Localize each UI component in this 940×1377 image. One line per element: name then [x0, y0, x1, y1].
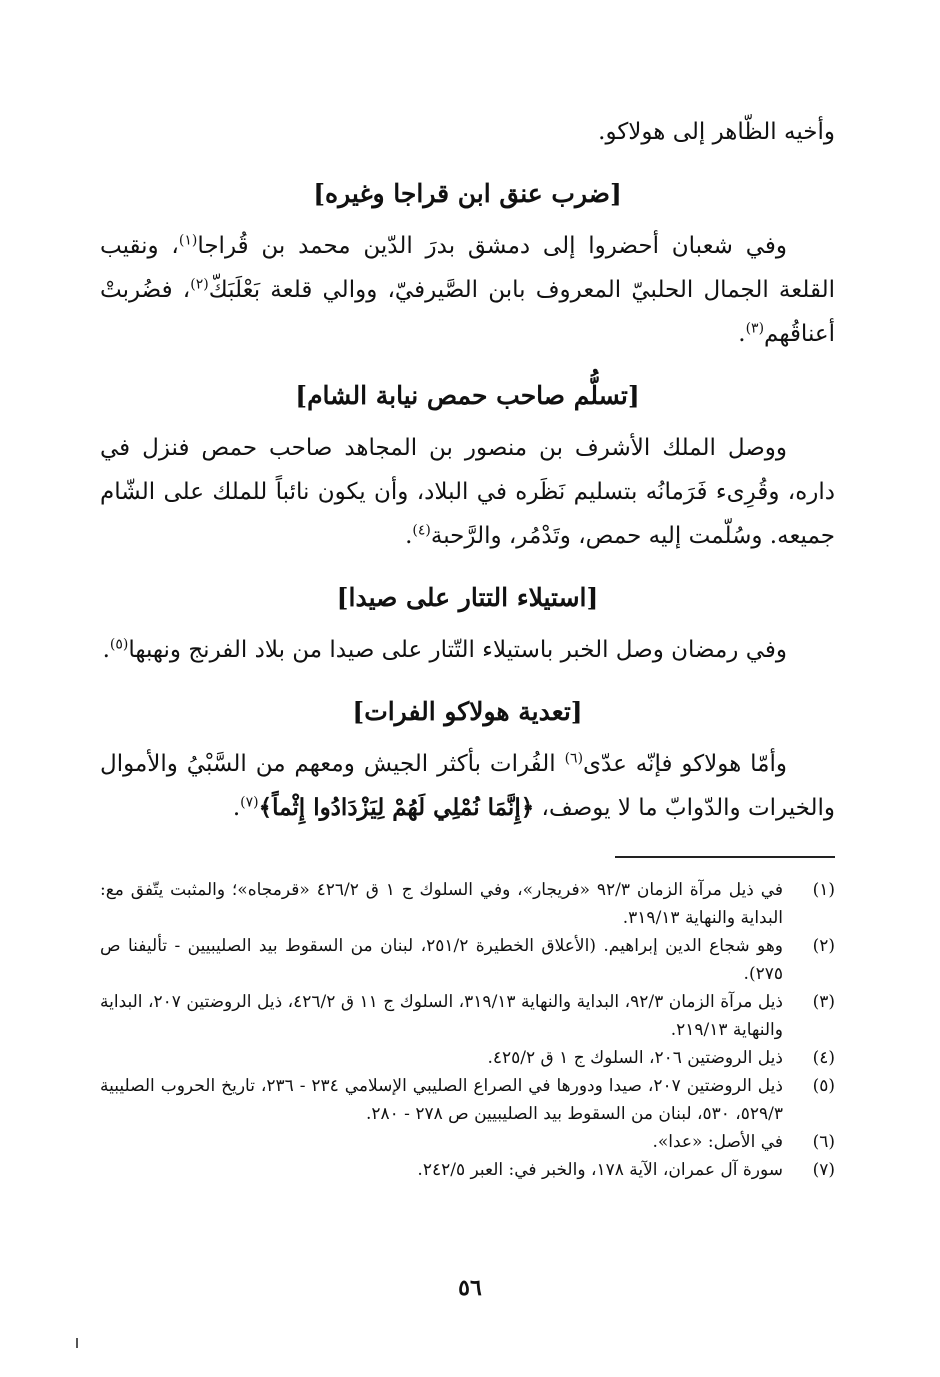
footnote-text: وهو شجاع الدين إبراهيم. (الأعلاق الخطيرة ٢٥١/٢، لبنان من السقوط بيد الصليبيين - تأليفنا ص ٢٧٥).: [100, 936, 783, 984]
paragraph-text: ، ونقيب القلعة الجمال الحلبيّ المعروف بابن الصَّيرفيّ، ووالي قلعة بَعْلَبَكّ: [100, 233, 835, 303]
footnote-text: في الأصل: «عدا».: [652, 1132, 783, 1152]
footnote-text: ذيل الروضتين ٢٠٧، صيدا ودورها في الصراع الصليبي الإسلامي ٢٣٤ - ٢٣٦، تاريخ الحروب الصليبية ٥٢٩/٣، ٥٣٠، لبنان من السقوط بيد الصليبيين ص ٢٧٨ - ٢٨٠.: [100, 1076, 783, 1124]
page-number: ٥٦: [458, 1275, 482, 1301]
footnote-text: في ذيل مرآة الزمان ٩٢/٣ «فريجار»، وفي السلوك ج ١ ق ٤٢٦/٢ «قرمجاه»؛ والمثبت يتّفق مع: البداية والنهاية ٣١٩/١٣.: [100, 880, 783, 928]
footnote-ref-1: (١): [178, 232, 198, 249]
footnote-ref-7: (٧): [240, 794, 259, 811]
footnote-number: (٤): [812, 1048, 835, 1068]
footnote-divider: [615, 856, 835, 858]
footnote-number: (٦): [812, 1132, 835, 1152]
paragraph-text: وفي شعبان أحضروا إلى دمشق بدرَ الدّين محمد بن قُراجا: [197, 233, 787, 259]
footnote-ref-5: (٥): [109, 636, 129, 653]
footnote-item: [100, 1128, 835, 1156]
footnote-number: (٥): [812, 1076, 835, 1096]
section-heading-4: [تعدية هولاكو الفرات]: [352, 697, 583, 726]
footnote-number: (٢): [812, 936, 835, 956]
footnote-ref-6: (٦): [564, 750, 584, 767]
page-body: [100, 110, 835, 1184]
footnote-text: سورة آل عمران، الآية ١٧٨، والخبر في: العبر ٢٤٢/٥.: [417, 1160, 783, 1180]
footnote-number: (٣): [812, 992, 835, 1012]
footnote-item: [100, 876, 835, 932]
quran-quote: ﴿إِنَّمَا نُمْلِي لَهُمْ لِيَزْدَادُوا إِثْماً﴾: [258, 794, 535, 821]
footnote-text: ذيل الروضتين ٢٠٦، السلوك ج ١ ق ٤٢٥/٢.: [487, 1048, 783, 1068]
section-paragraph-3: [100, 628, 835, 672]
section-heading-3: [استيلاء التتار على صيدا]: [336, 583, 599, 612]
paragraph-text: ووصل الملك الأشرف بن منصور بن المجاهد صاحب حمص فنزل في داره، وقُرِىء فَرَمانُه بتسليم نَظَره في البلاد، وأن يكون نائباً للملك على الشّام جميعه. وسُلّمت إليه حمص، وتَدْمُر، والرَّحبة: [100, 435, 835, 549]
footnote-item: [100, 932, 835, 988]
paragraph-text: .: [102, 637, 110, 663]
footnote-number: (١): [812, 880, 835, 900]
footnote-ref-3: (٣): [745, 320, 765, 337]
paragraph-text: الفُرات بأكثر الجيش ومعهم من السَّبْيُ والأموال والخيرات والدّوابّ ما لا يوصف،: [100, 751, 835, 821]
footnotes: [100, 876, 835, 1184]
footnote-item: [100, 1072, 835, 1128]
paragraph-text: .: [738, 321, 746, 347]
opening-line: وأخيه الظّاهر إلى هولاكو.: [598, 119, 835, 145]
paragraph-text: وفي رمضان وصل الخبر باستيلاء التّتار على صيدا من بلاد الفرنج ونهبها: [128, 637, 787, 663]
section-paragraph-1: [100, 224, 835, 356]
section-heading-2: [تسلُّم صاحب حمص نيابة الشام]: [295, 381, 640, 410]
footnote-number: (٧): [812, 1160, 835, 1180]
footnote-item: [100, 988, 835, 1044]
footnote-item: [100, 1156, 835, 1184]
scan-speck: [76, 1338, 78, 1348]
section-paragraph-4: [100, 742, 835, 830]
footnote-ref-2: (٢): [190, 276, 209, 293]
section-heading-1: [ضرب عنق ابن قراجا وغيره]: [313, 179, 622, 208]
footnote-text: ذيل مرآة الزمان ٩٢/٣، البداية والنهاية ٣١٩/١٣، السلوك ج ١١ ق ٤٢٦/٢، ذيل الروضتين ٢٠٧، البداية والنهاية ٢١٩/١٣.: [100, 992, 783, 1040]
paragraph-text: .: [405, 523, 413, 549]
footnote-ref-4: (٤): [412, 522, 431, 539]
footnote-item: [100, 1044, 835, 1072]
section-paragraph-2: [100, 426, 835, 558]
paragraph-text: وأمّا هولاكو فإنّه عدّى: [583, 751, 787, 777]
paragraph-text: .: [232, 795, 241, 821]
paragraph-text: ، فضُربتْ أعناقُهم: [100, 277, 835, 347]
